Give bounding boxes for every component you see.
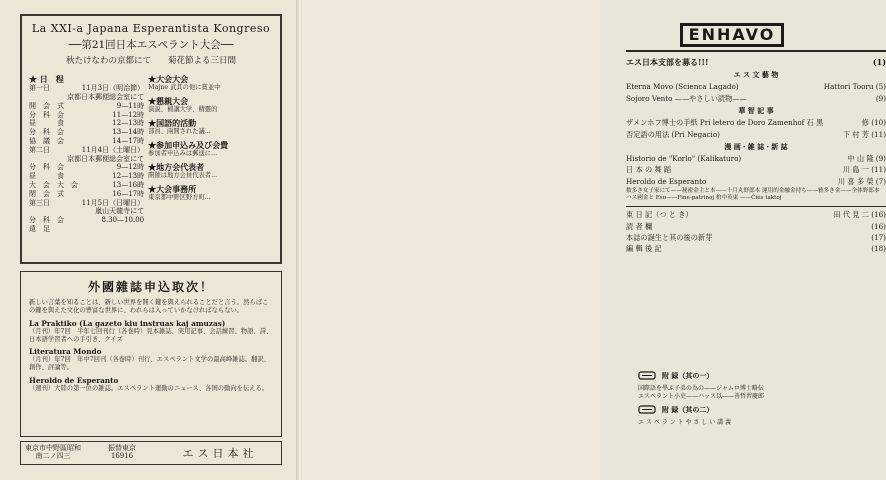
toc-entry[interactable]	[626, 177, 886, 186]
info-item	[148, 118, 273, 136]
publisher-name: エス日本社	[182, 447, 258, 460]
toc-entry-page: 川 喜 多 榮 (7)	[837, 176, 886, 186]
info-title: ★地方会代表者	[148, 161, 205, 172]
left-page	[0, 0, 298, 480]
conference-title: La XXI-a Japana Esperantista Kongreso	[31, 22, 271, 35]
schedule-value: 13—14時	[112, 128, 145, 137]
schedule-value: 14—17時	[112, 136, 145, 145]
schedule-value: 京都日本郵便総会室にて	[67, 92, 145, 101]
toc-section-heading: 漫 画・雑 誌・新 誌	[724, 141, 788, 151]
schedule-heading: ★ 日 程	[29, 74, 64, 84]
foreign-magazines-box	[20, 271, 282, 437]
info-text: Majne 武其の他に賞並中	[148, 84, 221, 92]
toc-sections	[626, 71, 886, 186]
info-text: 演説、補講大学、精靈的	[148, 106, 218, 114]
toc-entry-title: Eterna Movo (Scienca Lagado)	[626, 82, 739, 92]
toc-entry-title: ザメンホフ博士の手紙 Pri letero de Doro Zamenhof 石 黒	[626, 118, 824, 128]
toc-entry[interactable]	[626, 118, 886, 127]
appendix-line: 国際語を學ぶ子弟の為の——ジャムロ博士略伝	[638, 385, 764, 392]
toc-entry[interactable]	[626, 165, 886, 174]
schedule-value: 12—13時	[112, 172, 145, 181]
decorative-scroll-icon	[638, 404, 656, 415]
toc-entry-page: 修 (10)	[861, 118, 886, 128]
toc-entry-page: 川 島 一 (11)	[842, 165, 886, 175]
appendix-heading	[638, 370, 882, 381]
postal-transfer: 振替東京 16916	[108, 444, 136, 460]
toc-entry[interactable]	[626, 94, 886, 103]
schedule-label: 開 会 式	[29, 101, 64, 110]
schedule-label: 協 議 会	[29, 136, 64, 145]
toc-entry-title: 東 日 記（つ と き）	[626, 210, 693, 220]
toc-entry[interactable]	[626, 222, 886, 231]
toc-entry-page: (16)	[871, 221, 886, 231]
schedule-row	[29, 119, 144, 128]
toc-entry-title: 本誌の誕生と其の後の新芽	[626, 232, 713, 242]
small-notes: 数多き女子家にて——秘密金主と本——十月丸野郎本 運用的金融金持ち——雅多き金——全体野郎本 ハス國金と Eso——Fine-patrinoj 柏中英東 ——Ĉies taktoj	[626, 188, 880, 202]
toc-entry-title: Sojoro Vento ——やさしい読物——	[626, 93, 747, 103]
conference-subtitle: ──第21回日本エスペラント大会──	[68, 39, 234, 51]
toc-entry[interactable]	[626, 154, 886, 163]
schedule-row	[29, 111, 144, 120]
toc-entry-page: (17)	[871, 232, 886, 242]
decorative-scroll-icon	[638, 370, 656, 381]
schedule-row	[29, 146, 144, 155]
schedule-left	[29, 72, 148, 234]
star-icon: ★	[29, 74, 37, 84]
schedule-value: 京都日本郵便総会室にて	[67, 154, 145, 163]
schedule-row	[29, 163, 144, 172]
right-page	[302, 0, 886, 480]
toc-section-heading: 華 智 記 事	[738, 106, 774, 115]
schedule-value: 11—12時	[112, 110, 145, 119]
schedule-row	[29, 207, 144, 216]
schedule-row	[29, 84, 144, 93]
schedule-row	[29, 93, 144, 102]
schedule-label: 昼 食	[29, 119, 64, 128]
info-title: ★参加申込み及び会費	[148, 139, 229, 150]
schedule-label: 分 科 会	[29, 110, 64, 119]
toc-entry-title: Heroldo de Esperanto	[626, 176, 707, 186]
schedule-row	[29, 216, 144, 225]
schedule-list	[29, 84, 144, 234]
schedule-value: 8.30—10.00	[101, 216, 145, 225]
publisher-footer	[20, 441, 282, 465]
schedule-columns	[29, 72, 273, 234]
toc-entry[interactable]	[626, 233, 886, 242]
toc-entry-page: 下 村 芳 (11)	[842, 129, 886, 139]
toc-entry[interactable]	[626, 244, 886, 253]
magazine-name: La Praktiko (La gazeto kiu instruas kaj amuzas)	[29, 318, 226, 328]
toc-list	[626, 210, 886, 253]
schedule-label: 分 科 会	[29, 163, 64, 172]
magazine-name: Heroldo de Esperanto	[29, 376, 119, 386]
toc-entry-page: (18)	[871, 244, 886, 254]
appendix-title: 附 録（其の二）	[662, 404, 714, 414]
foreign-title: 外國雜誌申込取次！	[87, 280, 214, 294]
schedule-row	[29, 172, 144, 181]
schedule-value: 16—17時	[112, 189, 145, 198]
schedule-label: 閉 会 式	[29, 189, 64, 198]
schedule-value: 9—11時	[116, 101, 145, 110]
conference-box	[20, 14, 282, 264]
info-item	[148, 162, 273, 180]
schedule-value: 11月5日（日曜日）	[81, 198, 145, 207]
schedule-label: 遠 足	[29, 225, 50, 234]
appendix-area	[638, 366, 882, 427]
schedule-row	[29, 190, 144, 199]
schedule-row	[29, 102, 144, 111]
address: 東京市中野區昭和 南二ノ四三	[25, 444, 81, 460]
toc-entry-title: 編 輯 後 記	[626, 244, 662, 254]
toc-entry-page: 田 代 見 二 (16)	[833, 210, 886, 220]
info-text: 開催は地方会員代表者...	[148, 171, 218, 179]
toc-entry[interactable]	[626, 210, 886, 219]
magazine-description: （週刊）大陸の第一位の雑誌。エスペラント運動のニュース、各国の動向を伝える。	[29, 385, 269, 393]
toc-entry[interactable]	[626, 82, 886, 91]
schedule-right	[148, 72, 273, 234]
toc-entry-title: 読 者 欄	[626, 221, 653, 231]
divider	[626, 206, 886, 207]
magazine-description: （月刊）年7回 年中7回刊（各巻時）刊行、エスペラント文学の最高峰雑誌。翻訳、創作、評論等。	[29, 356, 270, 372]
schedule-label: 第三日	[29, 198, 50, 207]
info-title: ★大会大会	[148, 74, 189, 84]
toc-entry-page: Hattori Tooru (5)	[823, 82, 886, 92]
info-title: ★国語的活動	[148, 117, 197, 128]
info-title: ★懇親大会	[148, 95, 189, 106]
appendix-title: 附 録（其の一）	[662, 370, 714, 380]
toc-rule	[626, 50, 886, 52]
info-item	[148, 96, 273, 114]
info-item	[148, 74, 273, 92]
info-item	[148, 140, 273, 158]
magazine-description: （月刊）年7回 半年七回刊行（各巻時）見本雑誌、実用記事、会話練習、物語、詩、日本語学習者への手引き、クイズ	[29, 327, 273, 343]
schedule-label: 分 科 会	[29, 128, 64, 137]
schedule-row	[29, 225, 144, 234]
schedule-value: 11月3日（明治節）	[81, 84, 145, 93]
info-text: 部員、兩開された議...	[148, 127, 211, 135]
schedule-value: 13—16時	[112, 181, 145, 190]
schedule-row	[29, 137, 144, 146]
magazine-list	[29, 319, 273, 393]
schedule-value: 12—13時	[112, 119, 145, 128]
schedule-row	[29, 181, 144, 190]
toc-section-heading: エ ス 文 藝 物	[733, 70, 779, 80]
appendix-line: エスペラント小史——ハッス以——善哲習慶郎	[638, 392, 765, 400]
main-entry[interactable]: エス日本支部を募る!!! (1)	[626, 57, 886, 67]
toc-entry-title: 日 本 の 舞 蹈	[626, 165, 672, 175]
toc-entry[interactable]	[626, 130, 886, 139]
appendix-heading	[638, 404, 882, 415]
magazine-name: Literatura Mondo	[29, 347, 102, 357]
appendix-list	[638, 370, 882, 427]
conference-place: 秋たけなわの京都にて 菊花節よる三日間	[65, 56, 236, 66]
schedule-value: 11月4日（土曜日）	[81, 145, 145, 154]
foreign-intro: 新しい言葉を知ることは、新しい世界を開く鍵を與えられることだと言う。然らばこの鍵を與えた文化の豊富な世界に、われらは入っていかなければならない。	[29, 299, 269, 314]
schedule-value: 嵐山天龍寺にて	[95, 207, 145, 216]
toc-entry-page: 中 山 隆 (9)	[847, 153, 886, 163]
table-of-contents	[626, 53, 886, 256]
info-text: 参加者申込みは郵送に...	[148, 149, 218, 157]
appendix-line: エ ス ペ ラ ン ト や さ し い 講 義	[638, 419, 731, 426]
schedule-label: 大 会 大 会	[29, 181, 78, 190]
toc-entry-title: Historio de "Korlo" (Kalikaturo)	[626, 153, 742, 163]
info-item	[148, 184, 273, 202]
enhavo-heading: ENHAVO	[680, 23, 784, 47]
toc-entry-title: 否定語の用法 (Pri Negacio)	[626, 129, 720, 139]
info-list	[148, 74, 273, 202]
schedule-label: 第二日	[29, 145, 50, 154]
info-text: 東京都中野区野方町...	[148, 193, 211, 201]
schedule-row	[29, 128, 144, 137]
schedule-label: 分 科 会	[29, 216, 64, 225]
schedule-value: 9—12時	[116, 163, 145, 172]
toc-entry-page: (9)	[875, 93, 886, 103]
schedule-label: 昼 食	[29, 172, 64, 181]
info-title: ★大会事務所	[148, 183, 197, 194]
schedule-label: 第一日	[29, 84, 50, 93]
